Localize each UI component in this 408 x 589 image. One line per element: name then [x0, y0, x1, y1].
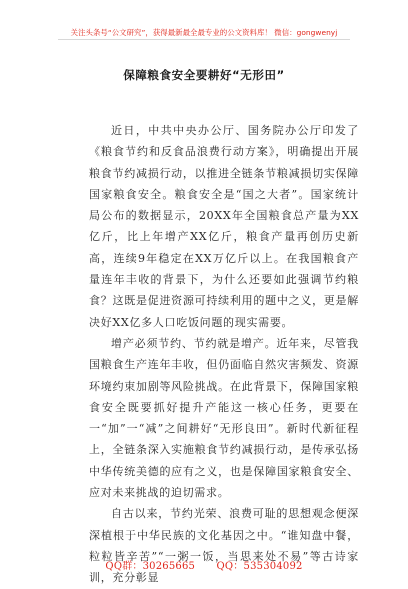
document-title: 保障粮食安全要耕好“无形田” — [123, 68, 285, 82]
top-banner[interactable] — [0, 27, 408, 38]
footer-qq-group: QQ群：30265665 — [105, 561, 196, 572]
paragraph: 增产必须节约、节约就是增产。近年来，尽管我国粮食生产连年丰收，但仍面临自然灾害频发、资源环境约束加剧等风险挑战。在此背景下，保障国家粮食安全既要抓好提升产能这一核心任务，更要在一“加”一“减”之间耕好“无形良田”。新时代新征程上，全链条深入实施粮食节约减损行动，是传承弘扬中华传统美德的应有之义，也是保障国家粮食安全、应对未来挑战的迫切需求。 — [89, 336, 359, 500]
footer-qq-contact: QQ：535304092 — [216, 561, 303, 572]
paragraph: 近日，中共中央办公厅、国务院办公厅印发了《粮食节约和反食品浪费行动方案》，明确提出开展粮食节约减损行动，以推进全链条节粮减损切实保障国家粮食安全。粮食安全是“国之大者”。国家统计局公布的数据显示，20XX年全国粮食总产量为XX亿斤，比上年增产XX亿斤，粮食产量再创历史新高，连续9年稳定在XX万亿斤以上。在我国粮食产量连年丰收的背景下，为什么还要如此强调节约粮食？这既是促进资源可持续利用的题中之义，更是解决好XX亿多人口吃饭问题的现实需要。 — [89, 124, 359, 329]
footer — [0, 557, 408, 572]
header-divider — [58, 39, 350, 40]
paragraph: 自古以来，节约光荣、浪费可耻的思想观念便深深植根于中华民族的文化基因之中。“谁知盘中餐，粒粒皆辛苦”“一粥一饭，当思来处不易”等古诗家训，充分彰显 — [89, 507, 359, 585]
document-body — [89, 120, 359, 589]
banner-text: 关注头条号“公文研究”，获得最新最全最专业的公文资料库！ 微信：gongwenyj — [70, 28, 338, 37]
